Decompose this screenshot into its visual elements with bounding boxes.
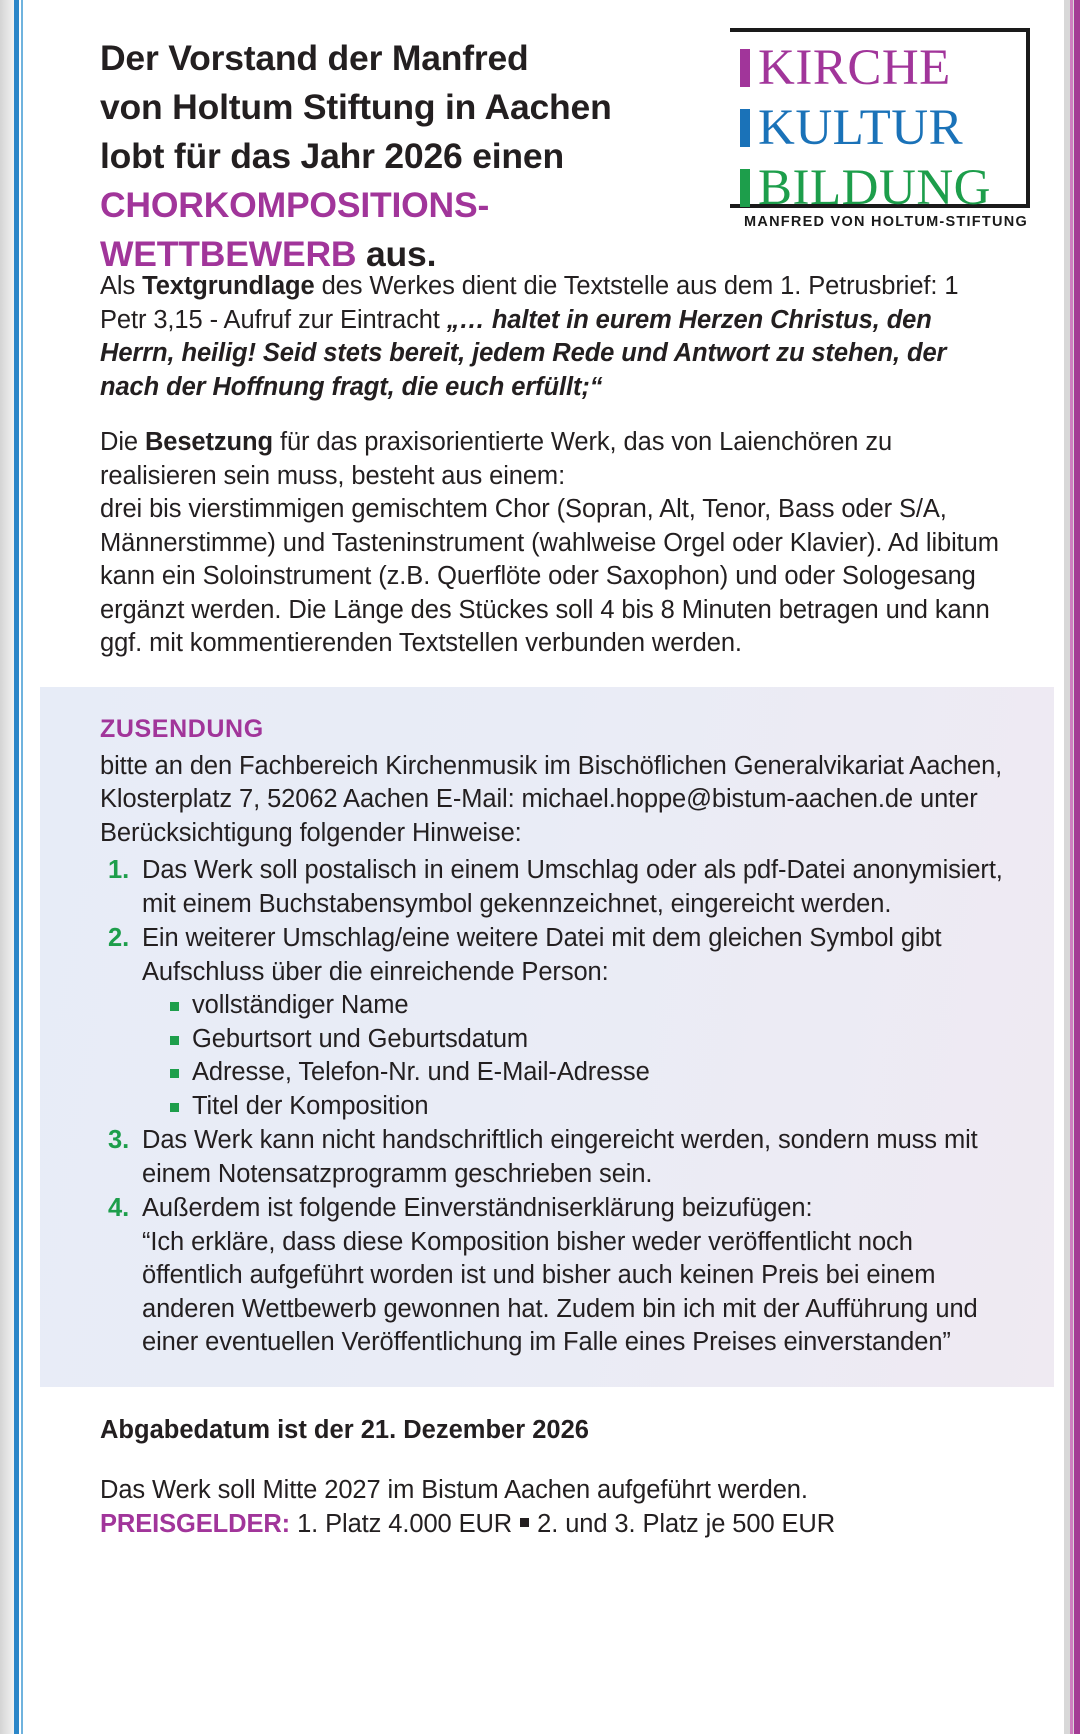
zusendung-numbered-list	[100, 854, 1010, 1360]
textgrundlage-rest: des Werkes dient die Textstelle aus dem 1. Petrusbrief: 1 Petr 3,15 - Aufruf zur Eintracht	[100, 272, 959, 334]
prize-first: 1. Platz 4.000 EUR	[290, 1509, 513, 1538]
sub-item-text: Adresse, Telefon-Nr. und E-Mail-Adresse	[192, 1058, 650, 1086]
list-item-text: Ein weiterer Umschlag/eine weitere Datei mit dem gleichen Symbol gibt Aufschluss über die einreichende Person:	[142, 924, 942, 986]
besetzung-bold: Besetzung	[144, 428, 273, 456]
list-item	[168, 1023, 1010, 1057]
logo-word-bildung: BILDUNG	[758, 160, 991, 216]
textgrundlage-bold: Textgrundlage	[142, 272, 315, 300]
title-accent: CHORKOMPOSITIONS-WETTBEWERB	[100, 185, 490, 274]
list-item-text: Das Werk kann nicht handschriftlich eingereicht werden, sondern muss mit einem Notensatzprogramm geschrieben sein.	[142, 1126, 978, 1188]
besetzung-lead: Die	[100, 428, 145, 456]
list-item-number: 4.	[108, 1194, 130, 1222]
list-item	[168, 1056, 1010, 1090]
logo	[730, 28, 1030, 230]
logo-bar-kirche-icon	[740, 49, 750, 87]
title-tail: aus.	[356, 234, 437, 274]
square-bullet-icon	[170, 1036, 179, 1045]
list-item-number: 2.	[108, 924, 130, 952]
square-bullet-icon	[170, 1103, 179, 1112]
logo-subtitle: MANFRED VON HOLTUM-STIFTUNG	[744, 214, 1028, 230]
square-bullet-icon	[170, 1069, 179, 1078]
list-item-text: Außerdem ist folgende Einverständniserklärung beizufügen:	[142, 1194, 813, 1222]
left-edge-rule-light-blue	[21, 0, 23, 1734]
page-inner	[40, 0, 1054, 1734]
flyer-page	[16, 0, 1064, 1734]
zusendung-heading: ZUSENDUNG	[100, 714, 264, 743]
left-edge-rule-blue	[14, 0, 19, 1734]
list-item-number: 3.	[108, 1126, 130, 1154]
list-item	[168, 1090, 1010, 1124]
deadline-text: Abgabedatum ist der 21. Dezember 2026	[100, 1415, 589, 1444]
square-bullet-icon	[170, 1002, 179, 1011]
right-edge-rule-magenta	[1074, 0, 1080, 1734]
logo-frame	[730, 28, 1030, 216]
title-line-3: lobt für das Jahr 2026 einen	[100, 136, 564, 176]
sub-item-text: Titel der Komposition	[192, 1091, 429, 1120]
zusendung-panel	[40, 687, 1054, 1387]
besetzung-rest: für das praxisorientierte Werk, das von Laienchören zu realisieren sein muss, besteht aus einem:	[100, 428, 893, 490]
paragraph-besetzung-detail: drei bis vierstimmigen gemischtem Chor (Sopran, Alt, Tenor, Bass oder S/A, Männerstimme) und Tasteninstrument (wahlweise Orgel oder Klavier). Ad libitum kann ein Soloinstrument (z.B. Querflöte oder Saxophon) und oder Sologesang ergänzt werden. Die Länge des Stückes soll 4 bis 8 Minuten betragen und kann ggf. mit kommentierenden Textstellen verbunden werden.	[100, 495, 999, 657]
header	[40, 0, 1054, 274]
logo-word-kirche: KIRCHE	[758, 40, 951, 96]
list-item-number: 1.	[108, 856, 130, 884]
performance-text: Das Werk soll Mitte 2027 im Bistum Aachen aufgeführt werden.	[100, 1475, 808, 1504]
logo-row-kultur	[730, 98, 1026, 158]
zusendung-intro: bitte an den Fachbereich Kirchenmusik im Bischöflichen Generalvikariat Aachen, Klosterplatz 7, 52062 Aachen E-Mail: michael.hoppe@bistum-aachen.de unter Berücksichtigung folgender Hinweise:	[100, 751, 1003, 847]
textgrundlage-quote: „… haltet in eurem Herzen Christus, den Herrn, heilig! Seid stets bereit, jedem Rede und Antwort zu stehen, der nach der Hoffnung fragt, die euch erfüllt;“	[100, 305, 947, 401]
page-title	[100, 34, 660, 279]
right-edge-rule-light-magenta	[1070, 0, 1073, 1734]
title-accent-wrap	[100, 181, 660, 279]
list-item	[168, 989, 1010, 1023]
sub-item-text: vollständiger Name	[192, 991, 409, 1019]
logo-row-kirche	[730, 38, 1026, 98]
prize-rest: 2. und 3. Platz je 500 EUR	[537, 1509, 836, 1538]
logo-bar-bildung-icon	[740, 169, 750, 207]
zusendung-sub-list	[142, 989, 1010, 1123]
square-separator-icon	[520, 1518, 529, 1527]
title-line-1: Der Vorstand der Manfred	[100, 38, 529, 78]
list-item	[100, 1192, 1010, 1360]
logo-word-kultur: KULTUR	[758, 100, 964, 156]
textgrundlage-lead: Als	[100, 272, 143, 300]
list-item	[100, 1124, 1010, 1191]
paragraph-textgrundlage	[100, 270, 1010, 404]
sub-item-text: Geburtsort und Geburtsdatum	[192, 1024, 529, 1053]
paragraph-besetzung	[100, 426, 1010, 493]
list-item	[100, 922, 1010, 1123]
prize-line	[100, 1507, 1010, 1541]
logo-row-bildung	[730, 158, 1026, 218]
list-item-declaration-quote: “Ich erkläre, dass diese Komposition bisher weder veröffentlicht noch öffentlich aufgeführt worden ist und bisher auch keinen Preis bei einem anderen Wettbewerb gewonnen hat. Zudem bin ich mit der Aufführung und einer eventuellen Veröffentlichung im Falle eines Preises einverstanden”	[142, 1227, 978, 1356]
list-item-text: Das Werk soll postalisch in einem Umschlag oder als pdf-Datei anonymisiert, mit einem Buchstabensymbol gekennzeichnet, eingereicht werden.	[142, 856, 1003, 918]
footer-section	[40, 1387, 1054, 1541]
list-item	[100, 854, 1010, 921]
title-line-2: von Holtum Stiftung in Aachen	[100, 87, 612, 127]
prize-label: PREISGELDER:	[100, 1509, 291, 1538]
page-shadow-band	[0, 0, 14, 1734]
logo-bar-kultur-icon	[740, 109, 750, 147]
body-section	[40, 270, 1054, 661]
